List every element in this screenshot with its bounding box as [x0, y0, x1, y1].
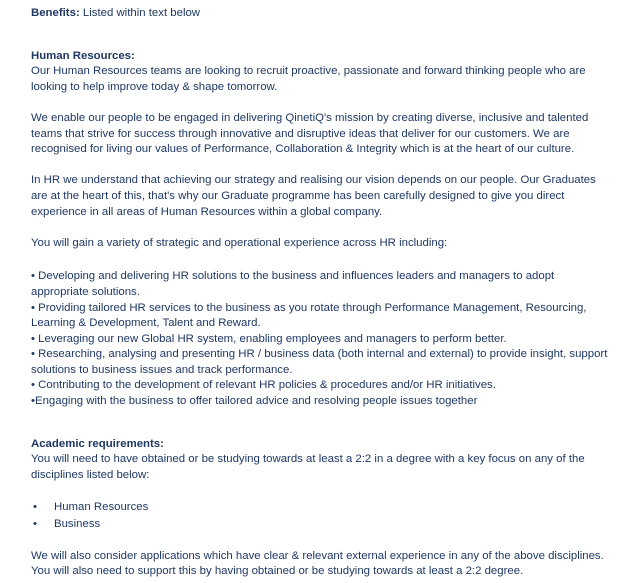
academic-closing: We will also consider applications which have clear & relevant external experience in any of the above disciplines. You will also need to support this by having obtained or be studying towards at least a 2:2 degree. [31, 549, 604, 578]
discipline-label: Human Resources [54, 501, 149, 514]
hr-heading: Human Resources: [31, 49, 135, 62]
bullet-glyph: • [33, 518, 37, 531]
job-description [31, 6, 611, 580]
list-item [31, 516, 611, 533]
hr-bullet: • Researching, analysing and presenting HR / business data (both internal and external) to provide insight, support solutions to business issues and track performance. [31, 348, 608, 376]
hr-experience-list [31, 269, 611, 409]
hr-bullet: • Leveraging our new Global HR system, enabling employees and managers to perform better. [31, 332, 507, 345]
benefits-line [31, 6, 611, 22]
hr-paragraph-experience: You will gain a variety of strategic and operational experience across HR including: [31, 236, 448, 249]
hr-bullet: • Developing and delivering HR solutions to the business and influences leaders and managers to adopt appropriate solutions. [31, 270, 555, 298]
hr-bullet: •Engaging with the business to offer tailored advice and resolving people issues together [31, 395, 478, 408]
hr-bullet: • Providing tailored HR services to the business as you rotate through Performance Management, Resourcing, Learning & Development, Talent and Reward. [31, 301, 587, 330]
bullet-glyph: • [33, 501, 37, 514]
academic-heading: Academic requirements: [31, 437, 164, 450]
discipline-label: Business [54, 518, 101, 531]
hr-bullet: • Contributing to the development of relevant HR policies & procedures and/or HR initiatives. [31, 379, 496, 392]
hr-paragraph-mission: We enable our people to be engaged in delivering QinetiQ's mission by creating diverse, inclusive and talented teams that strive for success through innovative and disruptive ideas that deliver for our customers. We are recognised for living our values of Performance, Collaboration & Integrity which is at the heart of our culture. [31, 111, 589, 156]
benefits-value: Listed within text below [79, 7, 201, 19]
list-item [31, 499, 611, 516]
academic-intro: You will need to have obtained or be studying towards at least a 2:2 in a degree with a key focus on any of the disciplines listed below: [31, 453, 585, 481]
hr-paragraph-graduates: In HR we understand that achieving our strategy and realising our vision depends on our people. Our Graduates are at the heart of this, that's why our Graduate programme has been carefully designed to give you direct experience in all areas of Human Resources within a global company. [31, 174, 596, 218]
hr-intro: Our Human Resources teams are looking to recruit proactive, passionate and forward thinking people who are looking to help improve today & shape tomorrow. [31, 65, 586, 93]
discipline-list [31, 499, 611, 533]
benefits-label: Benefits: [31, 7, 80, 19]
